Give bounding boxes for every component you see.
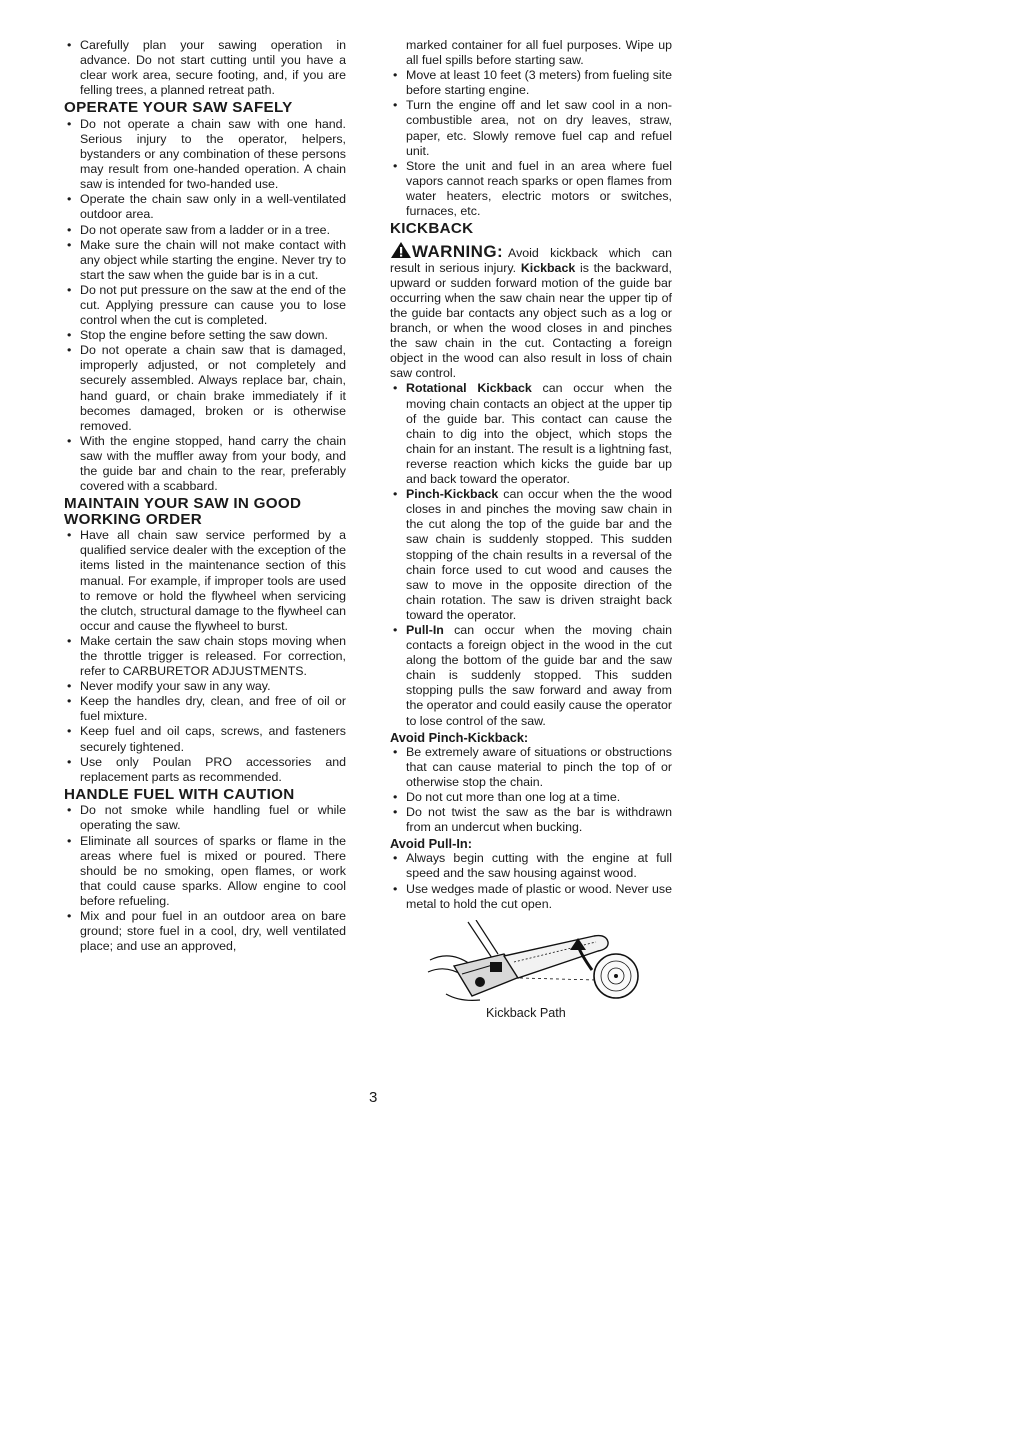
subheading-avoid-pull: Avoid Pull-In: [390,836,472,852]
desc-rotational: can occur when the moving chain contacts an object at the upper tip of the guide bar. This contact can cause the chain to dig into the object, which stops the chain for an instant. The result is a lightning fast, reverse reaction which kicks the guide bar up and back toward the operator. [406,381,672,487]
section-heading-maintain: MAINTAIN YOUR SAW IN GOOD WORKING ORDER [64,495,302,528]
kickback-types-list [390,381,672,728]
list-item: • Use wedges made of plastic or wood. Never use metal to hold the cut open. [390,882,672,912]
list-item: • Make sure the chain will not make contact with any object while starting the engine. Never try to start the saw when the guide bar is in a cut. [64,238,346,283]
list-item: • Have all chain saw service performed by a qualified service dealer with the exception of the items listed in the maintenance section of this manual. For example, if improper tools are used to remove or hold the flywheel when servicing the clutch, structural damage to the flywheel can occur and cause the flywheel to burst. [64,528,346,634]
fuel-continuation: marked container for all fuel purposes. Wipe up all fuel spills before starting saw. [406,38,672,68]
list-item: • Use only Poulan PRO accessories and replacement parts as recommended. [64,755,346,785]
list-item: • Never modify your saw in any way. [64,679,346,694]
desc-pinch: can occur when the the wood closes in and pinches the moving saw chain in the cut along the top of the guide bar and the saw chain is suddenly stopped. This sudden stopping of the chain results in a reversal of the chain force used to cut wood and causes the saw to move in the opposite direction of the chain rotation. The saw is driven straight back toward the operator. [406,487,672,622]
list-item: • Do not operate saw from a ladder or in a tree. [64,223,346,238]
list-item: • Make certain the saw chain stops moving when the throttle trigger is released. For correction, refer to CARBURETOR ADJUSTMENTS. [64,634,346,679]
section-heading-operate: OPERATE YOUR SAW SAFELY [64,99,293,117]
intro-bullet: • Carefully plan your sawing operation in advance. Do not start cutting until you have a clear work area, secure footing, and, if you are felling trees, a planned retreat path. [64,38,346,98]
list-item: • Store the unit and fuel in an area where fuel vapors cannot reach sparks or open flames from water heaters, electric motors or switches, furnaces, etc. [390,159,672,219]
list-item: • Move at least 10 feet (3 meters) from fueling site before starting engine. [390,68,672,98]
term-rotational: Rotational Kickback [406,381,532,396]
fuel-list-continued [390,68,672,219]
desc-pull-in: can occur when the moving chain contacts a foreign object in the wood in the cut along the bottom of the guide bar and the saw chain is suddenly stopped. This sudden stopping pulls the saw forward and away from the operator and could easily cause the operator to lose control of the saw. [406,622,672,728]
warning-text-a: Avoid kickback which can result in serious injury. [390,245,672,275]
term-pinch: Pinch-Kickback [406,487,499,502]
list-item-pull-in [390,623,672,729]
list-item: • Do not operate a chain saw with one hand. Serious injury to the operator, helpers, bystanders or any combination of these persons may result from one-handed operation. A chain saw is intended for two-handed use. [64,117,346,192]
kickback-warning [390,241,672,382]
list-item: • Eliminate all sources of sparks or flame in the areas where fuel is mixed or poured. There should be no smoking, open flames, or work that could cause sparks. Allow engine to cool before refueling. [64,834,346,909]
list-item-pinch [390,487,672,623]
list-item: • Keep the handles dry, clean, and free of oil or fuel mixture. [64,694,346,724]
list-item: • Stop the engine before setting the saw down. [64,328,346,343]
section-heading-fuel: HANDLE FUEL WITH CAUTION [64,785,295,803]
list-item: • Be extremely aware of situations or obstructions that can cause material to pinch the top of or otherwise stop the chain. [390,745,672,790]
operate-list [64,117,346,494]
avoid-pull-list [390,851,672,911]
list-item: • Turn the engine off and let saw cool in a non-combustible area, not on dry leaves, straw, paper, etc. Slowly remove fuel cap and refuel unit. [390,98,672,158]
list-item-rotational [390,381,672,487]
list-item: • Do not twist the saw as the bar is withdrawn from an undercut when bucking. [390,805,672,835]
list-item: • Keep fuel and oil caps, screws, and fasteners securely tightened. [64,724,346,754]
list-item: • Do not cut more than one log at a time. [390,790,672,805]
avoid-pinch-list [390,745,672,836]
kickback-figure [390,920,672,1038]
warning-term: Kickback [520,260,576,275]
chainsaw-kickback-illustration [410,920,650,1006]
list-item: • Do not smoke while handling fuel or while operating the saw. [64,803,346,833]
list-item: • Operate the chain saw only in a well-ventilated outdoor area. [64,192,346,222]
page-number: 3 [369,1089,378,1106]
list-item: • Do not operate a chain saw that is damaged, improperly adjusted, or not completely and securely assembled. Always replace bar, chain, hand guard, or chain brake immediately if it becomes damaged, broken or is otherwise removed. [64,343,346,434]
term-pull-in: Pull-In [406,622,444,637]
list-item: • With the engine stopped, hand carry the chain saw with the muffler away from your body, and the guide bar and chain to the rear, preferably covered with a scabbard. [64,434,346,494]
figure-caption: Kickback Path [486,1005,566,1020]
warning-text-b: is the backward, upward or sudden forward motion of the guide bar occurring when the saw chain near the upper tip of the guide bar contacts any object such as a log or branch, or when the wood closes in and pinches the saw chain in the cut. Contacting a foreign object in the wood can also result in loss of chain saw control. [390,260,672,381]
list-item: • Do not put pressure on the saw at the end of the cut. Applying pressure can cause you to lose control when the cut is completed. [64,283,346,328]
warning-triangle-icon [390,241,412,259]
section-heading-kickback: KICKBACK [390,220,474,238]
intro-list [64,38,346,98]
list-item: • Always begin cutting with the engine at full speed and the saw housing against wood. [390,851,672,881]
subheading-avoid-pinch: Avoid Pinch-Kickback: [390,729,529,745]
maintain-list [64,528,346,785]
list-item: • Mix and pour fuel in an outdoor area on bare ground; store fuel in a cool, dry, well ventilated place; and use an approved, [64,909,346,954]
right-column [390,38,672,1038]
left-column [64,38,346,954]
fuel-list [64,803,346,954]
warning-label: WARNING: [412,241,504,261]
